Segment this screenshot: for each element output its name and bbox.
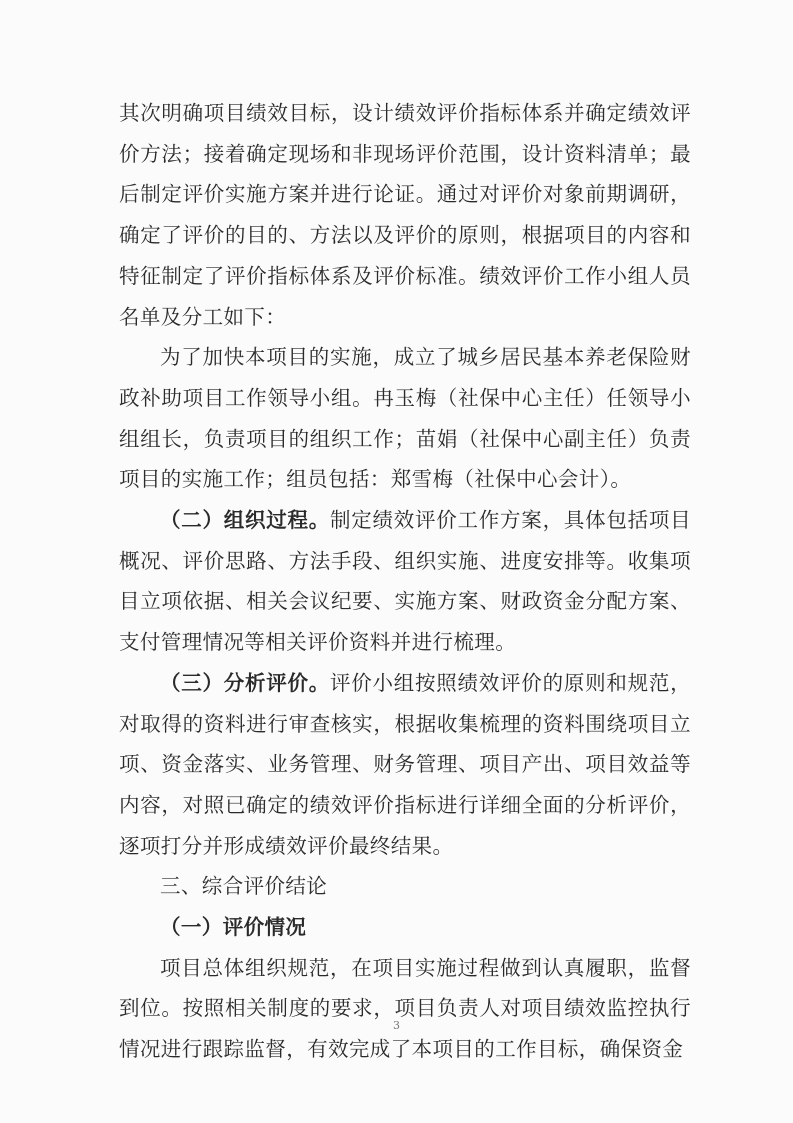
paragraph-evaluation-status: 项目总体组织规范，在项目实施过程做到认真履职，监督到位。按照相关制度的要求，项目负责人对项目绩效监控执行情况进行跟踪监督，有效完成了本项目的工作目标，确保资金 [119, 955, 691, 1062]
subsection-heading-evaluation-status: （一）评价情况 [160, 915, 307, 940]
page-number: 3 [393, 1019, 400, 1032]
organization-process-text: 制定绩效评价工作方案，具体包括项目概况、评价思路、方法手段、组织实施、进度安排等。收集项目立项依据、相关会议纪要、实施方案、财政资金分配方案、支付管理情况等相关评价资料并进行梳理。 [119, 508, 691, 655]
section-heading-comprehensive-conclusion: 三、综合评价结论 [160, 874, 328, 899]
organization-process-label: （二）组织过程。 [160, 508, 331, 533]
analysis-evaluation-text: 评价小组按照绩效评价的原则和规范，对取得的资料进行审查核实，根据收集梳理的资料围绕项目立项、资金落实、业务管理、财务管理、项目产出、项目效益等内容，对照已确定的绩效评价指标进行详细全面的分析评价，逐项打分并形成绩效评价最终结果。 [119, 670, 691, 858]
analysis-evaluation-label: （三）分析评价。 [160, 670, 331, 695]
paragraph-method-and-plan: 其次明确项目绩效目标，设计绩效评价指标体系并确定绩效评价方法；接着确定现场和非现场评价范围，设计资料清单；最后制定评价实施方案并进行论证。通过对评价对象前期调研，确定了评价的目的、方法以及评价的原则，根据项目的内容和特征制定了评价指标体系及评价标准。绩效评价工作小组人员名单及分工如下： [119, 101, 691, 329]
page-content [119, 93, 691, 1070]
paragraph-organization-process [119, 500, 691, 663]
paragraph-leadership-group: 为了加快本项目的实施，成立了城乡居民基本养老保险财政补助项目工作领导小组。冉玉梅（社保中心主任）任领导小组组长，负责项目的组织工作；苗娟（社保中心副主任）负责项目的实施工作；组员包括：郑雪梅（社保中心会计）。 [119, 345, 691, 492]
paragraph-analysis-evaluation [119, 663, 691, 867]
